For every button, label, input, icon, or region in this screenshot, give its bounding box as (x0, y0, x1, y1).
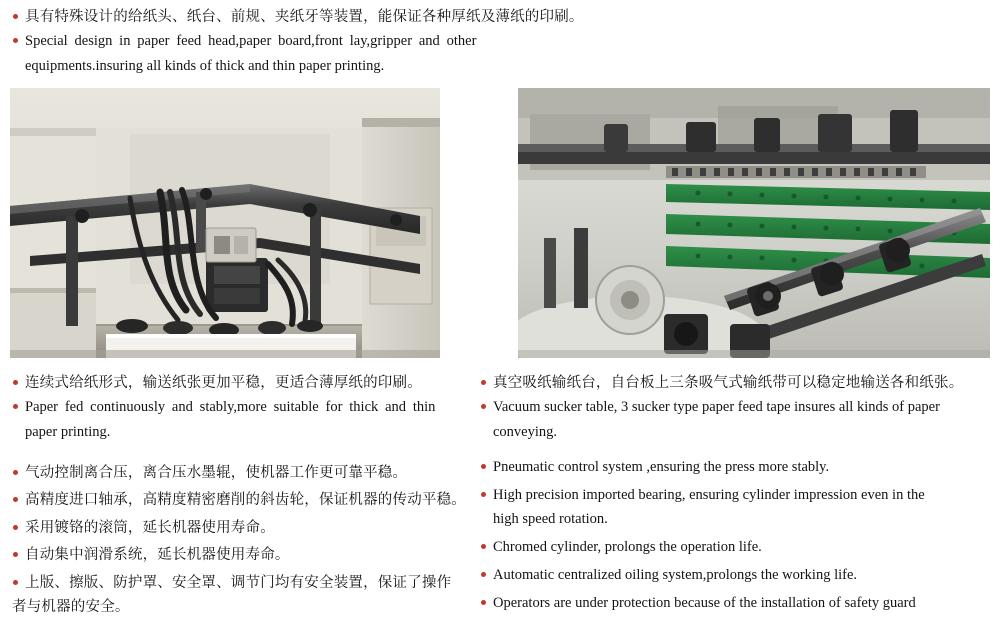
lower-left-bullet-list-2 (12, 462, 472, 594)
bullet-text-cn: 采用镀铬的滚筒，延长机器使用寿命。 (25, 519, 275, 536)
photo-right-graphic (518, 88, 990, 358)
bullet-item (12, 396, 472, 419)
bullet-item (480, 396, 990, 419)
top-feature-block (12, 6, 612, 78)
bullet-item (480, 456, 990, 479)
paper-feed-head-photo (10, 88, 440, 358)
bullet-item (480, 536, 990, 559)
photo-left-graphic (10, 88, 440, 358)
bullet-text-en: Chromed cylinder, prolongs the operation life. (493, 538, 762, 555)
lower-left-group-2 (12, 462, 472, 619)
bullet-item (12, 30, 585, 53)
bullet-text-cn: 自动集中润滑系统，延长机器使用寿命。 (25, 547, 290, 564)
bullet-text-en: Special design in paper feed head,paper board,front lay,gripper and other (25, 33, 477, 50)
bullet-text-en-continuation: equipments.insuring all kinds of thick and thin paper printing. (25, 58, 385, 75)
bullet-item (480, 484, 990, 507)
bullet-text-cn: 连续式给纸形式，输送纸张更加平稳，更适合薄厚纸的印刷。 (25, 375, 422, 391)
lower-left-group-1 (12, 372, 472, 444)
lower-right-group-1 (480, 372, 990, 444)
bullet-text-cn: 真空吸纸输纸台，自台板上三条吸气式输纸带可以稳定地输送各和纸张。 (493, 375, 964, 391)
lower-right-bullet-list-2 (480, 456, 990, 507)
bullet-text-en-continuation: paper printing. (25, 424, 111, 441)
bullet-item (480, 592, 990, 615)
bullet-text-en-continuation: high speed rotation. (493, 510, 608, 527)
bullet-item (12, 517, 472, 539)
lower-right-group-2 (480, 456, 990, 614)
bullet-text-en: Vacuum sucker table, 3 sucker type paper feed tape insures all kinds of paper (493, 399, 940, 416)
bullet-item (12, 372, 472, 394)
bullet-item (12, 544, 472, 566)
top-bullet-list (12, 6, 612, 53)
bullet-text-cn: 气动控制离合压，离合压水墨辊，使机器工作更可靠平稳。 (25, 465, 408, 481)
bullet-text-cn: 高精度进口轴承，高精度精密磨削的斜齿轮，保证机器的传动平稳。 (25, 492, 466, 509)
bullet-text-en: High precision imported bearing, ensuring cylinder impression even in the (493, 486, 925, 503)
bullet-item (480, 564, 990, 587)
vacuum-sucker-table-photo (518, 88, 990, 358)
bullet-text-cn-continuation: 者与机器的安全。 (12, 599, 130, 616)
lower-right-bullet-list-3 (480, 536, 990, 615)
bullet-text-en: Paper fed continuously and stably,more suitable for thick and thin (25, 399, 436, 416)
lower-left-bullet-list-1 (12, 372, 472, 419)
bullet-item (12, 462, 472, 484)
bullet-text-en: Automatic centralized oiling system,prolongs the working life. (493, 566, 858, 583)
bullet-text-en: Pneumatic control system ,ensuring the press more stably. (493, 459, 830, 475)
lower-right-bullet-list-1 (480, 372, 990, 419)
bullet-item (12, 6, 612, 28)
bullet-text-cn: 具有特殊设计的给纸头、纸台、前规、夹纸牙等装置，能保证各种厚纸及薄纸的印刷。 (25, 9, 584, 25)
bullet-text-cn: 上版、擦版、防护罩、安全罩、调节门均有安全装置，保证了操作 (25, 574, 452, 591)
bullet-item (12, 572, 472, 594)
bullet-text-en: Operators are under protection because of the installation of safety guard (493, 594, 916, 611)
bullet-text-en-continuation: conveying. (493, 424, 558, 441)
bullet-item (480, 372, 990, 394)
bullet-item (12, 489, 472, 511)
